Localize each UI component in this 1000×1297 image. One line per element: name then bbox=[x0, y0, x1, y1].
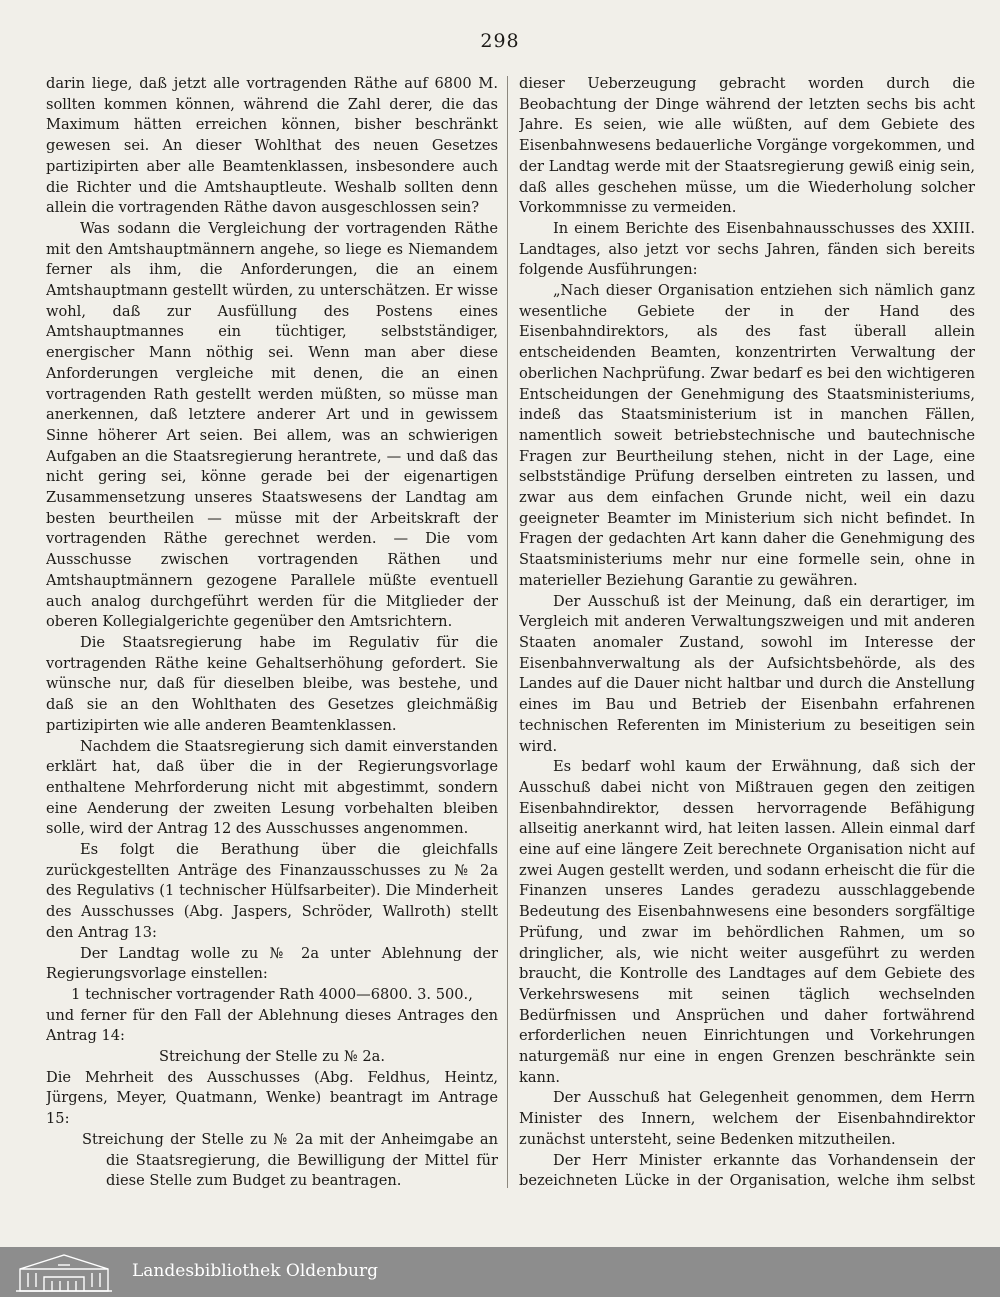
motion-item: Streichung der Stelle zu № 2a mit der Anheimgabe an die Staatsregierung, die Bewilligung der Mittel für diese Stelle zum Budget zu beantragen. bbox=[82, 1130, 498, 1190]
motion-text: Der Landtag wolle zu № 2a unter Ablehnung der Regierungsvorlage einstellen: bbox=[46, 944, 498, 983]
left-column bbox=[46, 74, 498, 1194]
quotation: „Nach dieser Organisation entziehen sich nämlich ganz wesentliche Gebiete der in der Hand des Eisenbahndirektors, als des fast überall allein entscheidenden Beamten, konzentrirten Verwaltung der oberlichen Nachprüfung. Zwar bedarf es bei den wichtigeren Entscheidungen der Genehmigung des Staatsministeriums, indeß das Staatsministerium ist in manchen Fällen, namentlich soweit betriebstechnische und bautechnische Fragen zur Beurtheilung stehen, nicht in der Lage, eine selbstständige Prüfung derselben eintreten zu lassen, und zwar aus dem einfachen Grunde nicht, weil ein dazu geeigneter Beamter im Ministerium sich nicht befindet. In Fragen der gedachten Art kann daher die Genehmigung des Staatsministeriums mehr nur eine formelle sein, ohne in materieller Beziehung Garantie zu gewähren. bbox=[519, 282, 975, 589]
library-name: Landesbibliothek Oldenburg bbox=[132, 1261, 379, 1281]
quotation: Es bedarf wohl kaum der Erwähnung, daß sich der Ausschuß dabei nicht von Mißtrauen gegen den zeitigen Eisenbahndirektor, dessen hervorragende Befähigung allseitig anerkannt wird, hat leiten lassen. Allein einmal darf eine auf eine längere Zeit berechnete Organisation nicht auf zwei Augen gestellt werden, und sodann erheischt die für die Finanzen unseres Landes geradezu ausschlaggebende Bedeutung des Eisenbahnwesens eine besonders sorgfältige Prüfung, und zwar im behördlichen Rahmen, um so dringlicher, als, wie nicht weiter ausgeführt zu werden braucht, die Kontrolle des Landtages auf dem Gebiete des Verkehrswesens mit seinen täglich wechselnden Bedürfnissen und Ansprüchen und daher fortwährend erforderlichen neuen Einrichtungen und Vorkehrungen naturgemäß nur eine in engen Grenzen beschränkte sein kann. bbox=[519, 758, 975, 1086]
paragraph bbox=[46, 1192, 498, 1194]
paragraph: Die Mehrheit des Ausschusses (Abg. Feldhus, Heintz, Jürgens, Meyer, Quatmann, Wenke) beantragt im Antrage 15: bbox=[46, 1068, 498, 1128]
paragraph: Nachdem die Staatsregierung sich damit einverstanden erklärt hat, daß über die in der Regierungsvorlage enthaltene Mehrforderung nicht mit abgestimmt, sondern eine Aenderung der zweiten Lesung vorbehalten bleiben solle, wird der Antrag 12 des Ausschusses angenommen. bbox=[46, 737, 498, 838]
library-building-icon bbox=[14, 1251, 114, 1293]
paragraph: In einem Berichte des Eisenbahnausschusses des XXIII. Landtages, also jetzt vor sechs Jahren, fänden sich bereits folgende Ausführungen: bbox=[519, 219, 975, 279]
motion-item: 1 technischer vortragender Rath 4000—6800. 3. 500., bbox=[71, 985, 473, 1003]
page-number: 298 bbox=[480, 30, 520, 52]
paragraph: Die Staatsregierung habe im Regulativ für die vortragenden Räthe keine Gehaltserhöhung gefordert. Sie wünsche nur, daß für dieselben bleibe, was bestehe, und daß sie an den Wohlthaten des Gesetzes gleichmäßig partizipirten wie alle anderen Beamtenklassen. bbox=[46, 633, 498, 734]
column-divider bbox=[507, 76, 508, 1188]
paragraph: und ferner für den Fall der Ablehnung dieses Antrages den Antrag 14: bbox=[46, 1006, 498, 1045]
paragraph: Der Ausschuß hat Gelegenheit genommen, dem Herrn Minister des Innern, welchem der Eisenbahndirektor zunächst untersteht, seine Bedenken mitzutheilen. bbox=[519, 1089, 975, 1148]
paragraph: Was sodann die Vergleichung der vortragenden Räthe mit den Amtshauptmännern angehe, so liege es Niemandem ferner als ihm, die Anforderungen, die an einem Amtshauptmann gestellt würden, zu unterschätzen. Er wisse wohl, daß zur Ausfüllung des Postens eines Amtshauptmannes ein tüchtiger, selbstständiger, energischer Mann nöthig sei. Wenn man aber diese Anforderungen vergleiche mit denen, die an einen vortragenden Rath gestellt werden müßten, so müsse man anerkennen, daß letztere anderer Art und in gewissem Sinne höherer Art seien. Bei allem, was an schwierigen Aufgaben an die Staatsregierung herantrete, — und daß das nicht gering sei, könne gerade bei der eigenartigen Zusammensetzung unseres Staatswesens der Landtag am besten beurtheilen — müsse mit der Arbeitskraft der vortragenden Räthe gerechnet werden. — Die vom Ausschusse zwischen vortragenden Räthen und Amtshauptmännern gezogene Parallele müßte eventuell auch analog durchgeführt werden für die Mitglieder der oberen Kollegialgerichte gegenüber den Amtsrichtern. bbox=[46, 219, 498, 631]
right-column bbox=[519, 74, 975, 1194]
motion-item: Streichung der Stelle zu № 2a. bbox=[159, 1048, 385, 1066]
paragraph: dieser Ueberzeugung gebracht worden durch die Beobachtung der Dinge während der letzten sechs bis acht Jahre. Es seien, wie alle wüßten, auf dem Gebiete des Eisenbahnwesens bedauerliche Vorgänge vorgekommen, und der Landtag werde mit der Staatsregierung gewiß einig sein, daß alles geschehen müsse, um die Wiederholung solcher Vorkommnisse zu vermeiden. bbox=[519, 75, 975, 217]
quotation: Der Ausschuß ist der Meinung, daß ein derartiger, im Vergleich mit anderen Verwaltungszweigen und mit anderen Staaten anomaler Zustand, sowohl im Interesse der Eisenbahnverwaltung als der Aufsichtsbehörde, als des Landes auf die Dauer nicht haltbar und durch die Anstellung eines im Bau und Betrieb der Eisenbahn erfahrenen technischen Referenten im Ministerium zu beseitigen sein wird. bbox=[519, 592, 975, 755]
library-footer-bar bbox=[0, 1247, 1000, 1297]
paragraph: Es folgt die Berathung über die gleichfalls zurückgestellten Anträge des Finanzausschusses zu № 2a des Regulativs (1 technischer Hülfsarbeiter). Die Minderheit des Ausschusses (Abg. Jaspers, Schröder, Wallroth) stellt den Antrag 13: bbox=[46, 841, 498, 941]
paragraph: Der Herr Minister erkannte das Vorhandensein der bezeichneten Lücke in der Organisation, welche ihm selbst bbox=[519, 1151, 975, 1190]
paragraph: darin liege, daß jetzt alle vortragenden Räthe auf 6800 M. sollten kommen können, während die Zahl derer, die das Maximum hätten erreichen können, bisher beschränkt gewesen sei. An dieser Wohlthat des neuen Gesetzes partizipirten aber alle Beamtenklassen, insbesondere auch die Richter und die Amtshauptleute. Weshalb sollten denn allein die vortragenden Räthe davon ausgeschlossen sein? bbox=[46, 75, 498, 217]
